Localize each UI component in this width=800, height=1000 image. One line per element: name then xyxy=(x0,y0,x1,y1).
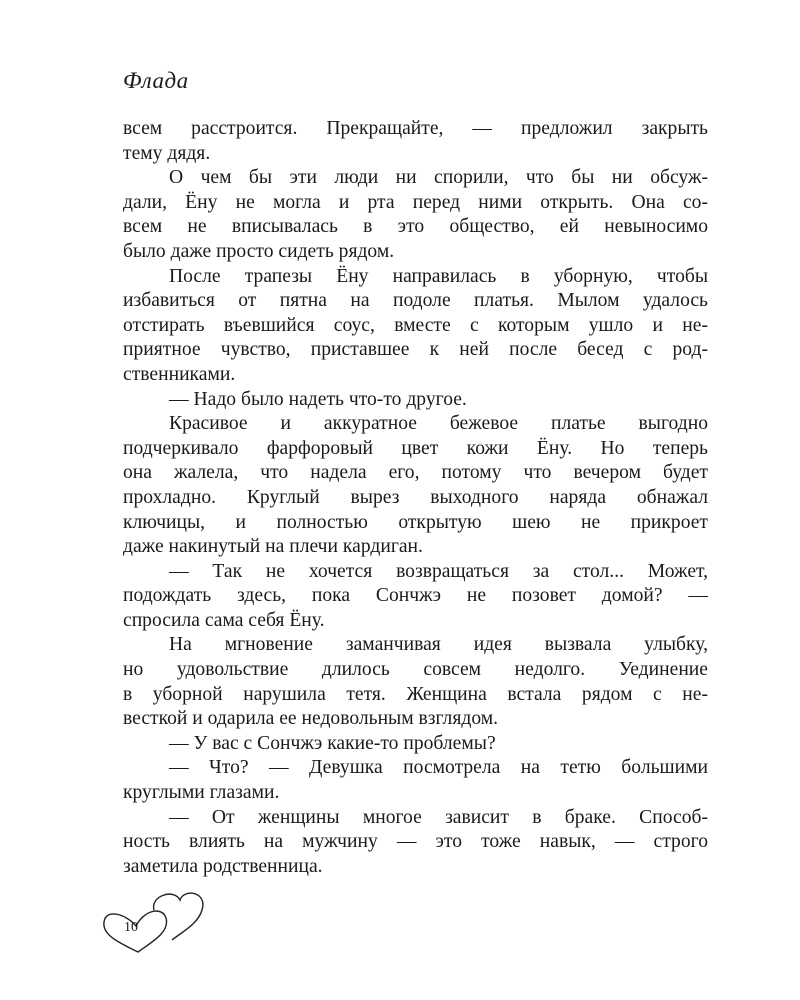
text-line: всем не вписывалась в это общество, ей невыносимо xyxy=(123,216,708,238)
text-line: Красивое и аккуратное бежевое платье выгодно xyxy=(169,413,708,435)
text-line: избавиться от пятна на подоле платья. Мылом удалось xyxy=(123,290,708,312)
text-line: спросила сама себя Ёну. xyxy=(123,609,325,631)
text-line: круглыми глазами. xyxy=(123,782,280,804)
text-line: — Так не хочется возвращаться за стол... Может, xyxy=(169,560,708,582)
text-line: — Что? — Девушка посмотрела на тетю большими xyxy=(169,757,708,779)
text-line: подчеркивало фарфоровый цвет кожи Ёну. Но теперь xyxy=(123,437,708,459)
page-number: 10 xyxy=(124,920,138,935)
text-line: — От женщины многое зависит в браке. Способ- xyxy=(169,806,708,828)
text-line: — У вас с Сончжэ какие-то проблемы? xyxy=(169,732,496,754)
text-line: ключицы, и полностью открытую шею не прикроет xyxy=(123,511,708,533)
text-line: весткой и одарила ее недовольным взглядом. xyxy=(123,708,499,730)
text-line: заметила родственница. xyxy=(123,855,323,877)
body-text xyxy=(123,117,708,879)
text-line: ность влиять на мужчину — это тоже навык, — строго xyxy=(123,831,708,853)
text-line: прохладно. Круглый вырез выходного наряда обнажал xyxy=(123,486,708,508)
text-line: было даже просто сидеть рядом. xyxy=(123,240,395,262)
text-line: дали, Ёну не могла и рта перед ними открыть. Она со- xyxy=(123,191,708,213)
text-line: всем расстроится. Прекращайте, — предложил закрыть xyxy=(123,118,708,139)
text-line: подождать здесь, пока Сончжэ не позовет домой? — xyxy=(123,585,708,607)
text-line: О чем бы эти люди ни спорили, что бы ни обсуж- xyxy=(169,167,708,189)
text-line: отстирать въевшийся соус, вместе с которым ушло и не- xyxy=(123,314,708,336)
text-line: даже накинутый на плечи кардиган. xyxy=(123,536,423,558)
hearts-icon xyxy=(92,880,212,960)
text-line: она жалела, что надела его, потому что вечером будет xyxy=(123,462,708,484)
text-line: ственниками. xyxy=(123,363,236,385)
text-line: тему дядя. xyxy=(123,142,211,164)
text-line: На мгновение заманчивая идея вызвала улыбку, xyxy=(169,634,708,656)
text-line: — Надо было надеть что-то другое. xyxy=(169,388,467,410)
text-line: После трапезы Ёну направилась в уборную, чтобы xyxy=(169,265,708,287)
text-line: но удовольствие длилось совсем недолго. Уединение xyxy=(123,659,708,681)
running-title: Флада xyxy=(123,68,189,93)
text-line: приятное чувство, приставшее к ней после бесед с род- xyxy=(123,339,708,361)
text-line: в уборной нарушила тетя. Женщина встала рядом с не- xyxy=(123,683,708,705)
page-folio xyxy=(92,880,212,960)
